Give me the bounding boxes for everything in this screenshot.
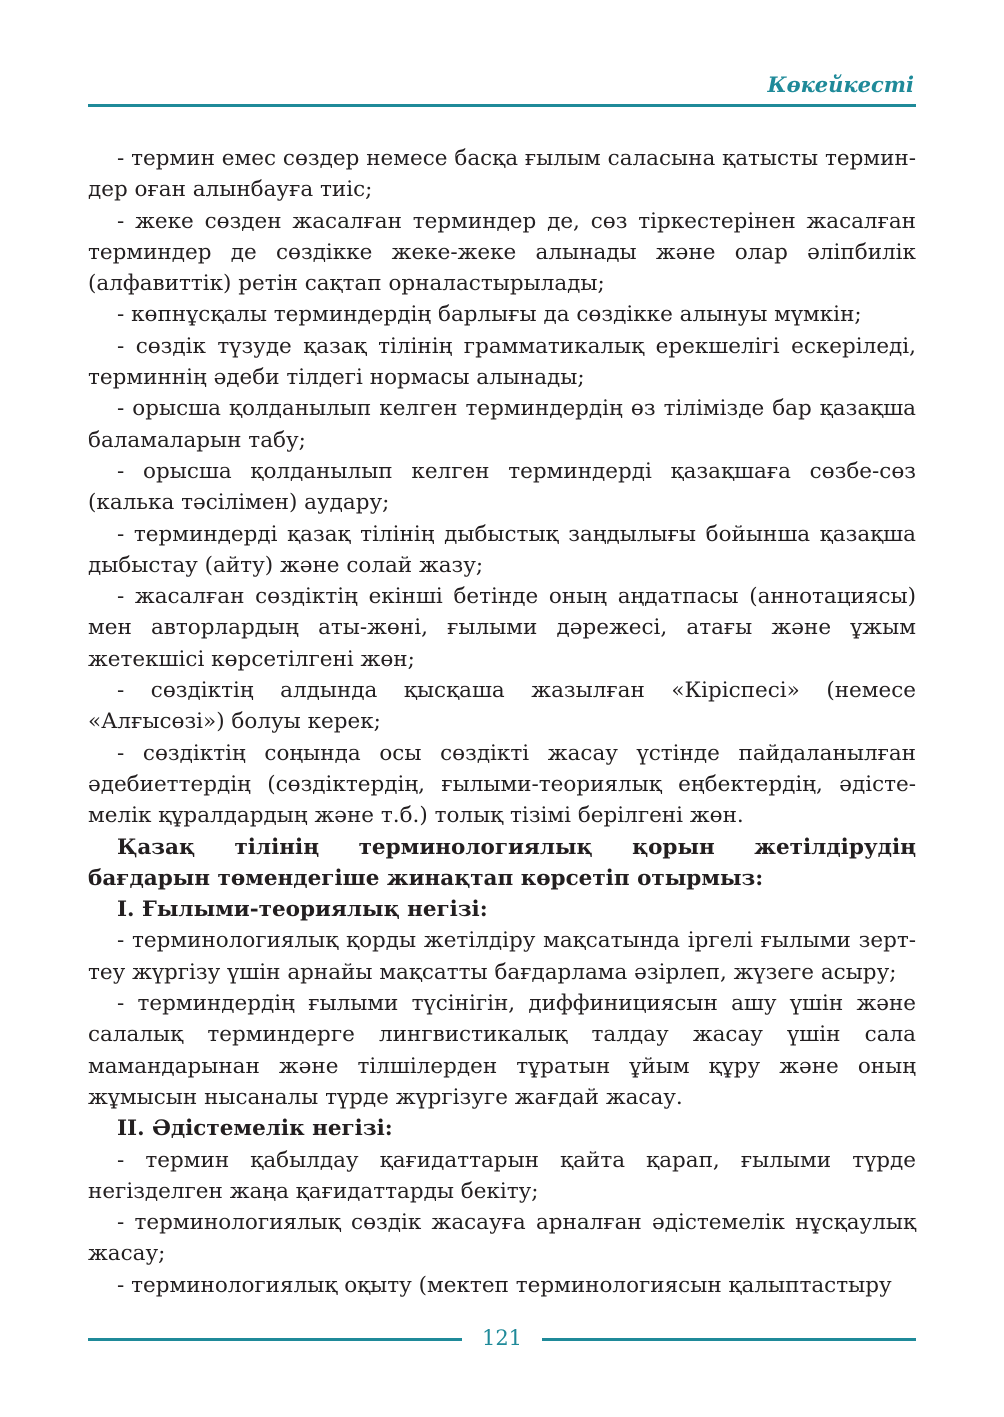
- paragraph: - терминологиялық сөздік жасауға арналған әдістемелік нұсқаулық жасау;: [88, 1210, 916, 1267]
- page-number: 121: [481, 1326, 523, 1350]
- paragraph: - көпнұсқалы терминдердің барлығы да сөздікке алынуы мүмкін;: [117, 302, 862, 328]
- footer-rule-left: [88, 1338, 462, 1341]
- paragraph: - термин емес сөздер немесе басқа ғылым саласына қатысты терминдер оған алынбауға тиіс;: [88, 146, 916, 203]
- paragraph: - сөздіктің соңында осы сөздікті жасау үстінде пайдаланылған әдебиеттердің (сөздіктердің, ғылыми-теориялық еңбектердің, әдістемелік құралдардың және т.б.) толық тізімі берілгені жөн.: [88, 740, 916, 829]
- paragraph: - сөздіктің алдында қысқаша жазылған «Кіріспесі» (немесе «Алғысөзі») болуы керек;: [88, 678, 916, 735]
- header-rule: [88, 104, 916, 107]
- paragraph: - терминологиялық оқыту (мектеп терминологиясын қалыптастыру: [117, 1272, 892, 1298]
- section-heading: I. Ғылыми-теориялық негізі:: [117, 897, 488, 923]
- paragraph: - жасалған сөздіктің екінші бетінде оның аңдатпасы (аннотациясы) мен авторлардың аты-жөні, ғылыми дәрежесі, атағы және ұжым жетекшісі көрсетілгені жөн;: [88, 584, 916, 672]
- main-text: [88, 143, 916, 1301]
- paragraph: - терминдерді қазақ тілінің дыбыстық заңдылығы бойынша қазақша дыбыстау (айту) және солай жазу;: [88, 521, 916, 578]
- paragraph: - термин қабылдау қағидаттарын қайта қарап, ғылыми түрде негізделген жаңа қағидаттарды бекіту;: [88, 1147, 916, 1204]
- footer-rule-right: [542, 1338, 916, 1341]
- running-header-title: Көкейкесті: [767, 72, 914, 97]
- paragraph: - орысша қолданылып келген терминдердің өз тілімізде бар қазақша баламаларын табу;: [88, 396, 916, 453]
- paragraph: - орысша қолданылып келген терминдерді қазақшаға сөзбе-сөз (калька тәсілімен) аудару;: [88, 458, 916, 516]
- paragraph: - жеке сөзден жасалған терминдер де, сөз тіркестерінен жасалған терминдер де сөздікке жеке-жеке алынады және олар әліпбилік (алфавиттік) ретін сақтап орналастырылады;: [88, 208, 916, 297]
- bold-paragraph: Қазақ тілінің терминологиялық қорын жетілдірудің бағдарын төмендегіше жинақтап көрсетіп отырмыз:: [88, 834, 916, 891]
- paragraph: - сөздік түзуде қазақ тілінің грамматикалық ерекшелігі ескеріледі, терминнің әдеби тілдегі нормасы алынады;: [88, 333, 916, 391]
- section-heading: II. Әдістемелік негізі:: [117, 1116, 393, 1142]
- paragraph: - терминологиялық қорды жетілдіру мақсатында іргелі ғылыми зерттеу жүргізу үшін арнайы мақсатты бағдарлама әзірлеп, жүзеге асыру;: [88, 928, 916, 985]
- paragraph: - терминдердің ғылыми түсінігін, диффинициясын ашу үшін және салалық терминдерге лингвистикалық талдау жасау үшін сала мамандарынан және тілшілерден тұратын ұйым құру және оның жұмысын нысаналы түрде жүргізуге жағдай жасау.: [88, 991, 916, 1110]
